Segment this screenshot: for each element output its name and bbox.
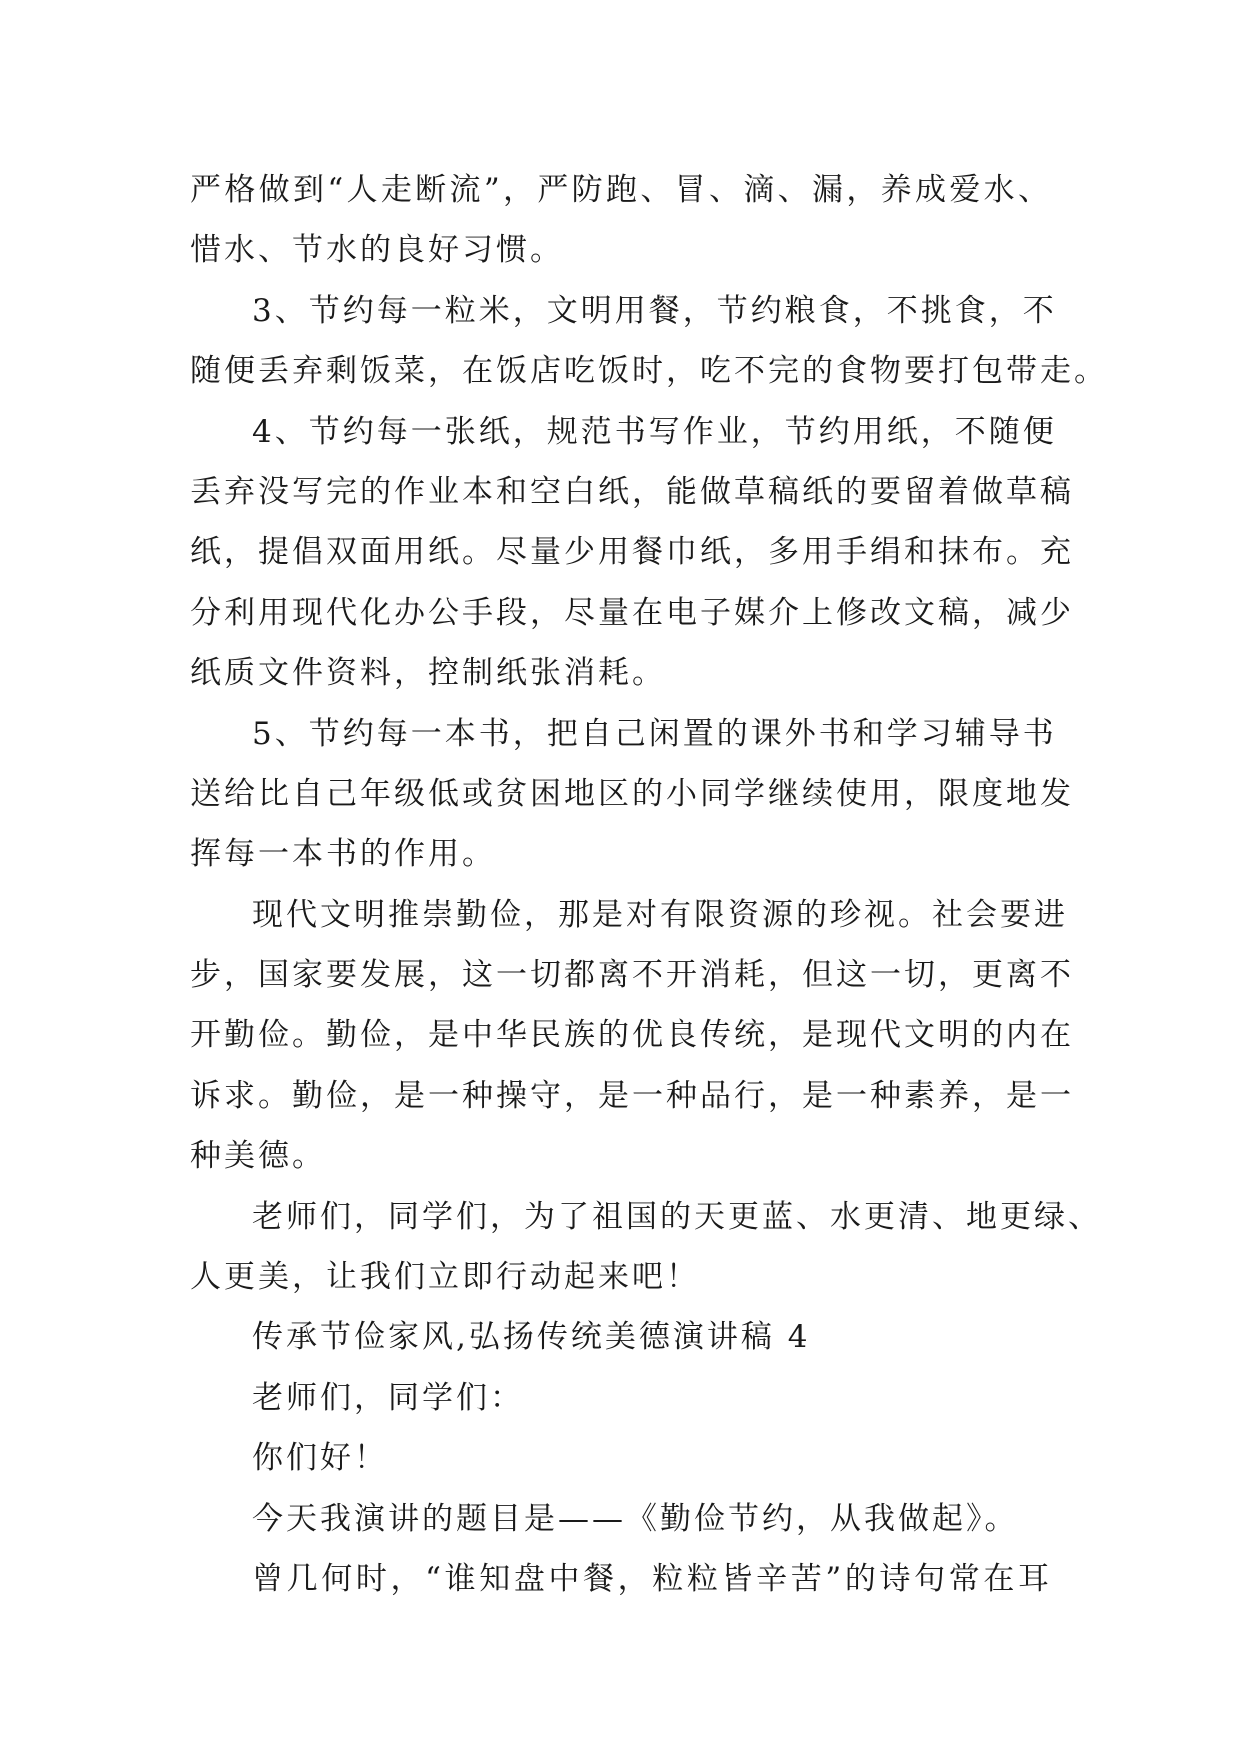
text-line: 3、节约每一粒米，文明用餐，节约粮食，不挑食，不 [252, 292, 1057, 329]
text-line: 送给比自己年级低或贫困地区的小同学继续使用，限度地发 [190, 775, 1074, 812]
text-line: 纸，提倡双面用纸。尽量少用餐巾纸，多用手绢和抹布。充 [190, 534, 1074, 571]
text-line: 传承节俭家风,弘扬传统美德演讲稿 4 [252, 1319, 811, 1356]
text-line: 你们好！ [252, 1440, 388, 1477]
text-line: 严格做到“人走断流”，严防跑、冒、滴、漏，养成爱水、 [190, 172, 1052, 208]
text-line: 挥每一本书的作用。 [190, 836, 496, 873]
text-line: 纸质文件资料，控制纸张消耗。 [190, 655, 666, 692]
text-line: 老师们，同学们，为了祖国的天更蓝、水更清、地更绿、 [252, 1198, 1102, 1235]
body-text [190, 160, 1108, 1609]
text-line: 老师们，同学们： [252, 1379, 524, 1416]
text-line: 现代文明推崇勤俭，那是对有限资源的珍视。社会要进 [252, 896, 1068, 933]
text-line: 5、节约每一本书，把自己闲置的课外书和学习辅导书 [252, 715, 1057, 752]
text-line: 丢弃没写完的作业本和空白纸，能做草稿纸的要留着做草稿 [190, 473, 1074, 510]
text-line: 分利用现代化办公手段，尽量在电子媒介上修改文稿，减少 [190, 594, 1074, 631]
text-line: 步，国家要发展，这一切都离不开消耗，但这一切，更离不 [190, 957, 1074, 994]
text-line: 曾几何时，“谁知盘中餐，粒粒皆辛苦”的诗句常在耳 [252, 1560, 1052, 1597]
text-line: 人更美，让我们立即行动起来吧！ [190, 1259, 700, 1296]
text-line: 惜水、节水的良好习惯。 [190, 232, 564, 269]
text-line: 今天我演讲的题目是——《勤俭节约，从我做起》。 [252, 1500, 1019, 1537]
text-line: 种美德。 [190, 1138, 326, 1175]
text-line: 4、节约每一张纸，规范书写作业，节约用纸，不随便 [252, 413, 1057, 450]
text-line: 诉求。勤俭，是一种操守，是一种品行，是一种素养，是一 [190, 1077, 1074, 1114]
text-line: 随便丢弃剩饭菜，在饭店吃饭时，吃不完的食物要打包带走。 [190, 353, 1108, 390]
text-line: 开勤俭。勤俭，是中华民族的优良传统，是现代文明的内在 [190, 1017, 1074, 1054]
